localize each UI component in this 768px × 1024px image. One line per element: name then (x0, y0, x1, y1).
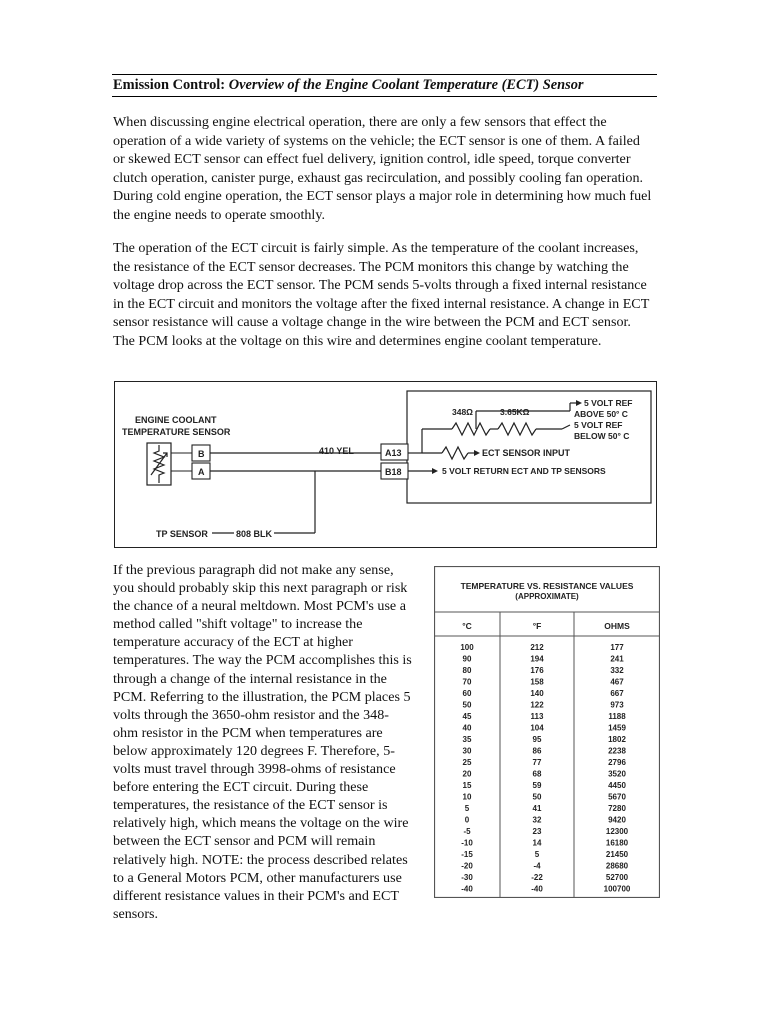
celsius-cell: -10 (461, 838, 473, 848)
celsius-cell: 90 (462, 654, 472, 664)
celsius-cell: 60 (462, 689, 472, 698)
ref-below-label-2: BELOW 50° C (574, 431, 630, 441)
fahrenheit-cell: 50 (532, 792, 542, 802)
wire-410-yel: 410 YEL (319, 446, 354, 456)
fahrenheit-cell: 140 (530, 689, 544, 698)
sensor-label-line2: TEMPERATURE SENSOR (122, 427, 231, 437)
celsius-cell: -20 (461, 861, 473, 871)
ect-input-label: ECT SENSOR INPUT (482, 448, 571, 458)
fahrenheit-cell: 14 (532, 838, 542, 848)
ohms-cell: 467 (610, 677, 624, 687)
celsius-cell: 45 (462, 712, 472, 721)
fahrenheit-cell: 122 (530, 700, 544, 710)
ohms-cell: 2238 (608, 746, 626, 756)
table-subtitle: (APPROXIMATE) (515, 592, 579, 601)
header-ohms: OHMS (604, 621, 630, 631)
celsius-cell: 15 (462, 781, 472, 790)
ohms-cell: 52700 (605, 873, 629, 882)
ohms-cell: 4450 (608, 781, 626, 790)
fahrenheit-cell: 41 (532, 804, 542, 813)
celsius-cell: 40 (462, 723, 472, 733)
celsius-cell: 100 (460, 643, 474, 652)
celsius-cell: -15 (461, 850, 473, 859)
ohms-cell: 1459 (608, 723, 626, 733)
header-rule-bottom (112, 96, 657, 97)
table-title: TEMPERATURE VS. RESISTANCE VALUES (460, 581, 634, 591)
page-heading (113, 77, 584, 94)
header-fahrenheit: °F (532, 621, 542, 631)
ect-circuit-diagram (114, 381, 657, 548)
pin-b-label: B (198, 449, 205, 459)
temperature-resistance-table (434, 566, 660, 898)
return-label: 5 VOLT RETURN ECT AND TP SENSORS (442, 466, 606, 476)
celsius-cell: 35 (462, 735, 472, 744)
header-celsius: °C (462, 621, 472, 631)
celsius-cell: -30 (461, 873, 473, 882)
celsius-cell: 5 (464, 804, 470, 813)
fahrenheit-cell: 212 (530, 643, 544, 652)
fahrenheit-cell: 23 (532, 827, 542, 836)
celsius-cell: -40 (461, 884, 473, 894)
fahrenheit-cell: 194 (530, 654, 544, 664)
ohms-cell: 2796 (608, 758, 626, 767)
ohms-cell: 12300 (605, 827, 629, 836)
ohms-cell: 5670 (608, 792, 626, 802)
intro-paragraph: When discussing engine electrical operation, there are only a few sensors that effect the operation of a wide variety of systems on the vehicle; the ECT sensor is one of them. A failed or skewed ECT sensor can effect fuel delivery, ignition control, idle speed, torque converter clutch operation, canister purge, exhaust gas recirculation, and possibly cooling fan operation. During cold engine operation, the ECT sensor plays a major role in determining how much fuel the engine needs to operate smoothly. (113, 114, 652, 223)
fahrenheit-cell: 32 (532, 815, 542, 825)
fahrenheit-cell: 158 (530, 677, 544, 687)
ohms-cell: 332 (610, 666, 624, 675)
fahrenheit-cell: 86 (532, 746, 542, 756)
ohms-cell: 1188 (608, 712, 626, 721)
ohms-cell: 3520 (608, 769, 626, 779)
resistor-348-label: 348Ω (452, 407, 473, 417)
ohms-cell: 21450 (605, 850, 629, 859)
header-rule-top (112, 74, 657, 75)
fahrenheit-cell: 5 (534, 850, 540, 859)
fahrenheit-cell: -40 (531, 884, 543, 894)
ohms-cell: 16180 (605, 838, 629, 848)
celsius-cell: 20 (462, 769, 472, 779)
tp-sensor-label: TP SENSOR (156, 529, 208, 539)
fahrenheit-cell: 104 (530, 723, 544, 733)
ref-below-label-1: 5 VOLT REF (574, 420, 623, 430)
ref-above-label-1: 5 VOLT REF (584, 398, 633, 408)
ohms-cell: 177 (610, 643, 624, 652)
ohms-cell: 28680 (605, 861, 629, 871)
ohms-cell: 7280 (608, 804, 626, 813)
shift-voltage-paragraph: If the previous paragraph did not make any sense, you should probably skip this next paragraph or risk the chance of a neural meltdown. Most PCM's use a method called "shift voltage" to increase the temperature accuracy of the ECT at higher temperatures. The way the PCM accomplishes this is through a change of the internal resistance in the PCM. Referring to the illustration, the PCM places 5 volts through the 3650-ohm resistor and the 348-ohm resistor in the PCM when temperatures are below approximately 120 degrees F. Therefore, 5-volts must travel through 3998-ohms of resistance before entering the ECT circuit. During these temperatures, the resistance of the ECT sensor is relatively high, which means the voltage on the wire between the ECT sensor and PCM will remain relatively high. NOTE: the process described relates to a General Motors PCM, other manufacturers use different resistance values in their PCM's and ECT sensors. (113, 562, 412, 922)
fahrenheit-cell: 95 (532, 735, 542, 744)
heading-title: Overview of the Engine Coolant Temperature (ECT) Sensor (228, 77, 584, 93)
terminal-b18-label: B18 (385, 467, 402, 477)
celsius-cell: 0 (464, 815, 470, 825)
fahrenheit-cell: 59 (532, 781, 542, 790)
ohms-cell: 973 (610, 700, 624, 710)
celsius-cell: 70 (462, 677, 472, 687)
resistor-3650-label: 3.65KΩ (500, 407, 530, 417)
fahrenheit-cell: 176 (530, 666, 544, 675)
pin-a-label: A (198, 467, 205, 477)
ohms-cell: 241 (610, 654, 624, 664)
celsius-cell: 30 (462, 746, 472, 756)
tp-wire-label: 808 BLK (236, 529, 273, 539)
celsius-cell: 80 (462, 666, 472, 675)
fahrenheit-cell: 113 (530, 712, 544, 721)
celsius-cell: -5 (463, 827, 471, 836)
fahrenheit-cell: -22 (531, 873, 543, 882)
sensor-label-line1: ENGINE COOLANT (135, 415, 217, 425)
ref-above-label-2: ABOVE 50° C (574, 409, 628, 419)
ohms-cell: 100700 (603, 884, 631, 894)
ohms-cell: 667 (610, 689, 624, 698)
fahrenheit-cell: 68 (532, 769, 542, 779)
heading-section: Emission Control: (113, 77, 226, 93)
fahrenheit-cell: -4 (533, 861, 541, 871)
celsius-cell: 25 (462, 758, 472, 767)
ohms-cell: 9420 (608, 815, 626, 825)
terminal-a13-label: A13 (385, 448, 402, 458)
operation-paragraph: The operation of the ECT circuit is fairly simple. As the temperature of the coolant increases, the resistance of the ECT sensor decreases. The PCM monitors this change by watching the voltage drop across the ECT sensor. The PCM sends 5-volts through a fixed internal resistance in the ECT circuit and monitors the voltage after the fixed internal resistance. A change in ECT sensor resistance will cause a voltage change in the wire between the PCM and ECT sensor. The PCM looks at the voltage on this wire and determines engine coolant temperature. (113, 240, 650, 349)
celsius-cell: 50 (462, 700, 472, 710)
ohms-cell: 1802 (608, 735, 626, 744)
fahrenheit-cell: 77 (532, 758, 542, 767)
celsius-cell: 10 (462, 792, 472, 802)
